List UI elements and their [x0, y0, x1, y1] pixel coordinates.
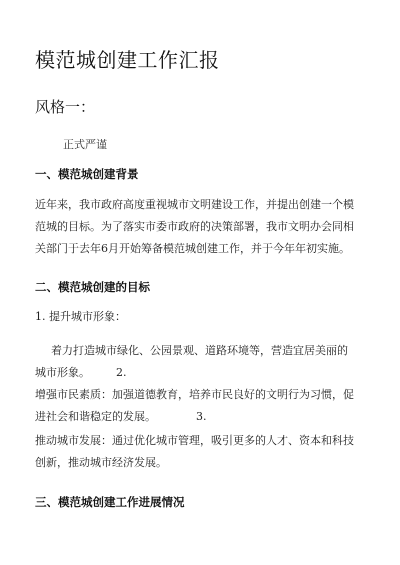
style-label: 风格一：: [35, 98, 96, 116]
paragraph-line: [35, 362, 365, 384]
paragraph-line: 范城的目标。为了落实市委市政府的决策部署，我市文明办会同相: [35, 220, 354, 233]
style-description: 正式严谨: [63, 138, 107, 151]
paragraph-line: 推动城市发展：通过优化城市管理，吸引更多的人才、资本和科技: [35, 434, 354, 447]
section-heading-background: 一、模范城创建背景: [35, 167, 139, 181]
paragraph-line: 创新，推动城市经济发展。: [35, 456, 167, 469]
goal-item-1-label-block: [35, 306, 365, 328]
goal-item-1-label: 1. 提升城市形象：: [35, 310, 126, 323]
paragraph-line: 着力打造城市绿化、公园景观、道路环境等，营造宜居美丽的: [51, 344, 348, 357]
goal-item-3-number: 3.: [196, 410, 207, 423]
section-heading-goals: 二、模范城创建的目标: [35, 280, 150, 294]
goal-item-3-body: [35, 430, 365, 474]
goal-item-2-number: 2.: [116, 366, 127, 379]
paragraph-line-text: 城市形象。: [35, 366, 90, 379]
paragraph-line-text: 进社会和谐稳定的发展。: [35, 410, 156, 423]
paragraph-line: 增强市民素质：加强道德教育，培养市民良好的文明行为习惯，促: [35, 388, 354, 401]
goal-item-2-body: [35, 384, 365, 428]
paragraph-line: [35, 406, 365, 428]
section-background-body: [35, 194, 365, 260]
document-title: 模范城创建工作汇报: [35, 48, 220, 72]
section-heading-progress: 三、模范城创建工作进展情况: [35, 495, 185, 509]
paragraph-line: 近年来，我市政府高度重视城市文明建设工作，并提出创建一个模: [35, 198, 354, 211]
goal-item-1-body: [35, 340, 365, 384]
paragraph-line: 关部门于去年6月开始筹备模范城创建工作，并于今年年初实施。: [35, 242, 350, 255]
